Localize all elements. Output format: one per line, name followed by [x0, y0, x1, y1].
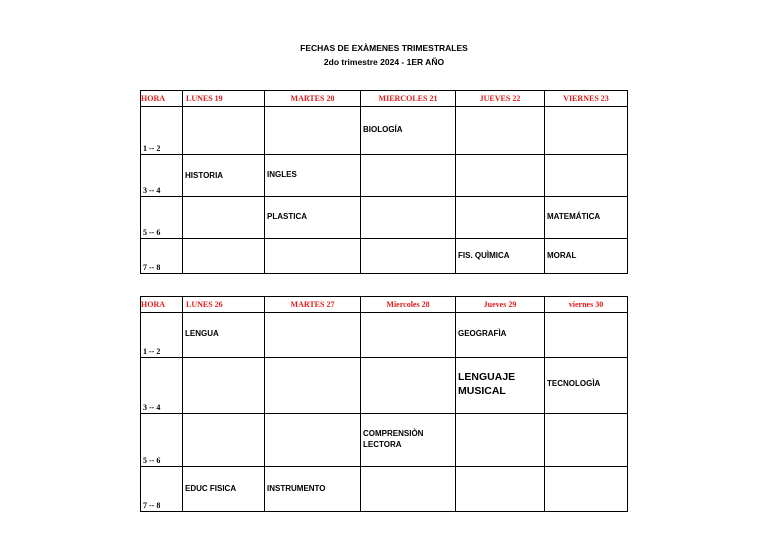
exam-cell — [456, 155, 545, 197]
exam-cell — [265, 197, 361, 239]
exam-cell — [545, 414, 628, 467]
exam-cell — [265, 313, 361, 358]
hour-label: 5 -- 6 — [143, 228, 161, 237]
hour-label: 1 -- 2 — [143, 144, 161, 153]
subject-label: INSTRUMENTO — [267, 484, 326, 493]
header-day: JUEVES 22 — [456, 91, 545, 107]
hour-cell — [141, 239, 183, 274]
hour-cell — [141, 197, 183, 239]
header-day: MARTES 27 — [265, 297, 361, 313]
exam-cell — [361, 358, 456, 414]
subject-label: TECNOLOGÌA — [547, 379, 601, 388]
exam-cell — [183, 467, 265, 512]
exam-cell — [456, 197, 545, 239]
hour-label: 3 -- 4 — [143, 403, 161, 412]
table-row — [141, 358, 628, 414]
hour-cell — [141, 467, 183, 512]
exam-cell — [456, 414, 545, 467]
exam-cell — [265, 107, 361, 155]
hour-cell — [141, 313, 183, 358]
table-row — [141, 107, 628, 155]
table-header-row — [141, 91, 628, 107]
document-subtitle: 2do trimestre 2024 - 1ER AÑO — [323, 57, 445, 67]
table-row — [141, 414, 628, 467]
hour-label: 7 -- 8 — [143, 263, 161, 272]
header-day: LUNES 26 — [183, 297, 265, 313]
subject-label: GEOGRAFÌA — [458, 329, 507, 338]
exam-cell — [545, 313, 628, 358]
header-hora: HORA — [141, 91, 183, 107]
exam-cell — [361, 107, 456, 155]
exam-cell — [265, 358, 361, 414]
hour-label: 7 -- 8 — [143, 501, 161, 510]
subject-label: PLASTICA — [267, 212, 307, 221]
subject-label: LENGUAJE MUSICAL — [458, 371, 516, 397]
exam-cell — [361, 197, 456, 239]
exam-cell — [456, 107, 545, 155]
exam-cell — [545, 197, 628, 239]
exam-cell — [183, 358, 265, 414]
header-hora: HORA — [141, 297, 183, 313]
subject-label: BIOLOGÍA — [363, 125, 403, 134]
document-title: FECHAS DE EXÀMENES TRIMESTRALES — [300, 43, 468, 53]
header-day: MARTES 20 — [265, 91, 361, 107]
hour-cell — [141, 107, 183, 155]
exam-cell — [265, 414, 361, 467]
exam-cell — [361, 467, 456, 512]
subject-label: MORAL — [547, 251, 577, 260]
subject-label: FIS. QUÌMICA — [458, 251, 510, 260]
exam-cell — [183, 197, 265, 239]
exam-cell — [361, 239, 456, 274]
table-row — [141, 313, 628, 358]
exam-cell — [545, 155, 628, 197]
hour-cell — [141, 414, 183, 467]
exam-schedule-table-week2 — [140, 296, 628, 512]
header-day: VIERNES 23 — [545, 91, 628, 107]
hour-label: 3 -- 4 — [143, 186, 161, 195]
header-day: Miercoles 28 — [361, 297, 456, 313]
hour-cell — [141, 155, 183, 197]
exam-cell — [361, 414, 456, 467]
exam-cell — [183, 155, 265, 197]
table-row — [141, 197, 628, 239]
subject-label: INGLES — [267, 170, 297, 179]
hour-cell — [141, 358, 183, 414]
subject-label: HISTORIA — [185, 171, 224, 180]
exam-cell — [456, 358, 545, 414]
hour-label: 1 -- 2 — [143, 347, 161, 356]
subject-label: MATEMÁTICA — [547, 212, 601, 221]
exam-cell — [265, 467, 361, 512]
exam-cell — [183, 414, 265, 467]
exam-cell — [265, 155, 361, 197]
hour-label: 5 -- 6 — [143, 456, 161, 465]
exam-cell — [183, 239, 265, 274]
header-day: LUNES 19 — [183, 91, 265, 107]
header-day: MIERCOLES 21 — [361, 91, 456, 107]
exam-cell — [456, 467, 545, 512]
table-row — [141, 467, 628, 512]
exam-cell — [545, 239, 628, 274]
exam-cell — [265, 239, 361, 274]
exam-cell — [545, 467, 628, 512]
exam-cell — [456, 313, 545, 358]
table-row — [141, 155, 628, 197]
header-day: Jueves 29 — [456, 297, 545, 313]
exam-cell — [545, 107, 628, 155]
exam-cell — [361, 313, 456, 358]
subject-label: EDUC FISICA — [185, 484, 237, 493]
table-header-row — [141, 297, 628, 313]
subject-label: COMPRENSIÒN LECTORA — [363, 429, 424, 449]
exam-cell — [545, 358, 628, 414]
exam-cell — [183, 313, 265, 358]
header-day: viernes 30 — [545, 297, 628, 313]
exam-cell — [361, 155, 456, 197]
exam-cell — [183, 107, 265, 155]
subject-label: LENGUA — [185, 329, 219, 338]
exam-schedule-table-week1 — [140, 90, 628, 274]
table-row — [141, 239, 628, 274]
exam-cell — [456, 239, 545, 274]
